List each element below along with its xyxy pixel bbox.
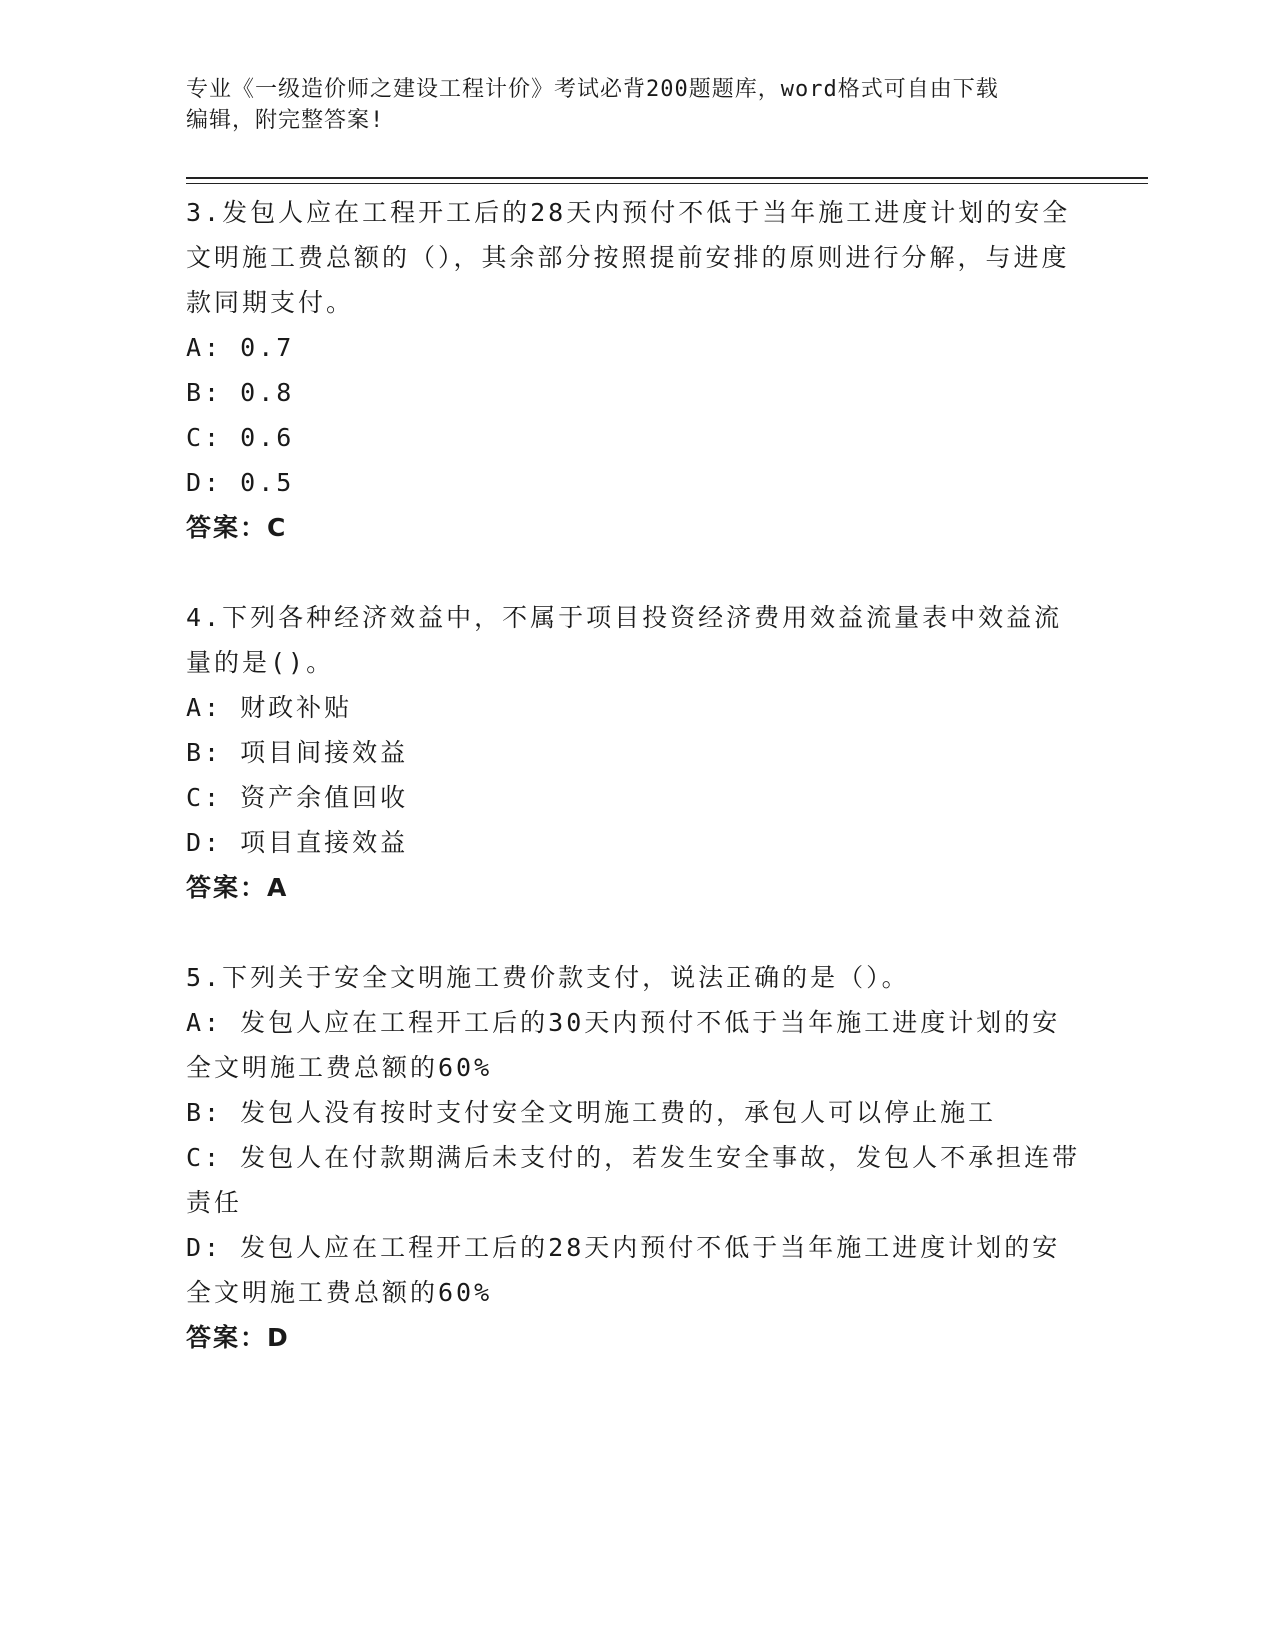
option-b: B: 项目间接效益 [186,738,409,767]
question-list [186,190,1086,1405]
question-item [186,955,1086,1360]
answer-line: 答案：D [186,1323,290,1352]
option-c: C: 0.6 [186,423,295,452]
question-text: 4.下列各种经济效益中，不属于项目投资经济费用效益流量表中效益流量的是()。 [186,603,1063,677]
option-d: D: 项目直接效益 [186,828,409,857]
option-b: B: 0.8 [186,378,295,407]
answer-line: 答案：C [186,513,288,542]
option-a: A: 0.7 [186,333,295,362]
document-header [186,74,1066,136]
header-line-1: 专业《一级造价师之建设工程计价》考试必背200题题库，word格式可自由下载 [186,77,999,102]
question-text: 5.下列关于安全文明施工费价款支付，说法正确的是（）。 [186,963,910,992]
option-b: B: 发包人没有按时支付安全文明施工费的，承包人可以停止施工 [186,1098,997,1127]
question-item [186,595,1086,910]
question-text: 3.发包人应在工程开工后的28天内预付不低于当年施工进度计划的安全文明施工费总额的（），其余部分按照提前安排的原则进行分解，与进度款同期支付。 [186,198,1071,317]
option-c: C: 资产余值回收 [186,783,409,812]
option-d: D: 0.5 [186,468,295,497]
option-c: C: 发包人在付款期满后未支付的，若发生安全事故，发包人不承担连带责任 [186,1143,1081,1217]
option-a: A: 财政补贴 [186,693,353,722]
option-d: D: 发包人应在工程开工后的28天内预付不低于当年施工进度计划的安全文明施工费总额的60% [186,1233,1061,1307]
header-divider-thick [186,177,1148,179]
header-divider-thin [186,183,1148,184]
question-item [186,190,1086,550]
option-a: A: 发包人应在工程开工后的30天内预付不低于当年施工进度计划的安全文明施工费总额的60% [186,1008,1061,1082]
answer-line: 答案：A [186,873,289,902]
header-line-2: 编辑，附完整答案! [186,108,385,133]
